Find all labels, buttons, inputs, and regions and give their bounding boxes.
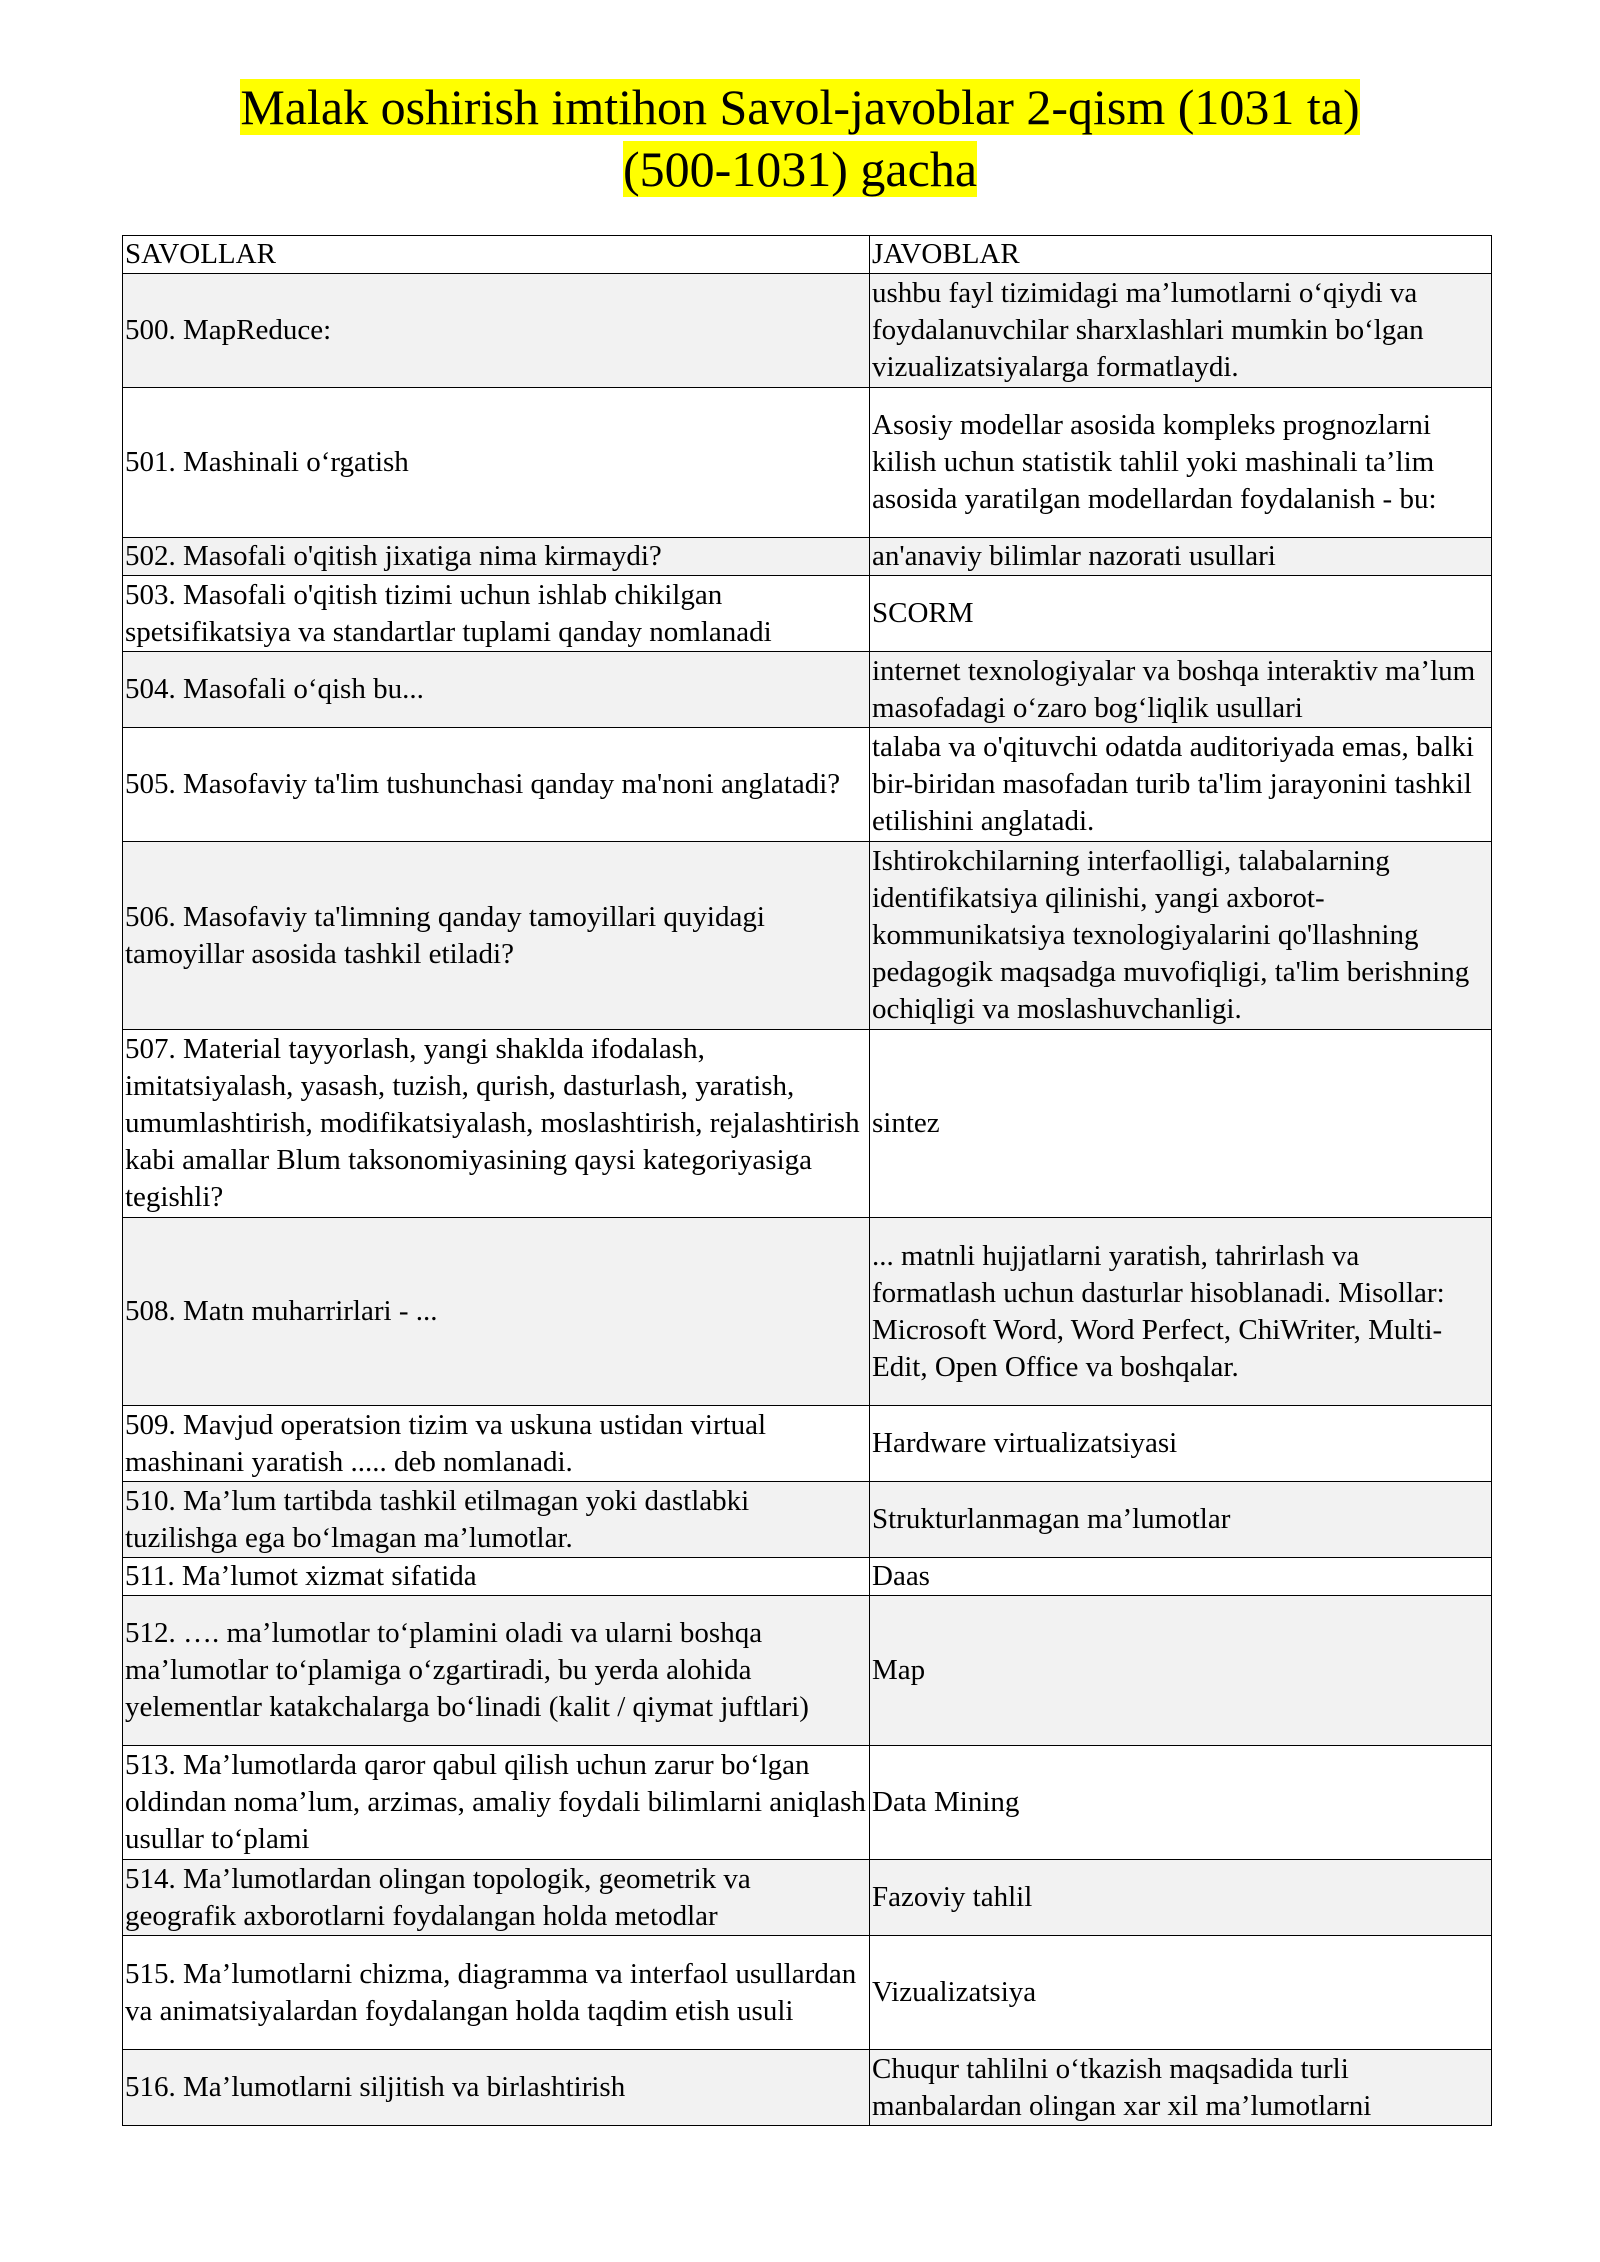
title-line-2: (500-1031) gacha [622, 141, 978, 197]
table-row [123, 388, 1492, 538]
question-cell: 508. Matn muharrirlari - ... [123, 1218, 870, 1406]
answer-cell: talaba va o'qituvchi odatda auditoriyada emas, balki bir-biridan masofadan turib ta'lim jarayonini tashkil etilishini anglatadi. [870, 728, 1492, 842]
question-cell: 513. Ma’lumotlarda qaror qabul qilish uchun zarur bo‘lgan oldindan noma’lum, arzimas, amaliy foydali bilimlarni aniqlash usullar to‘plami [123, 1746, 870, 1860]
answer-cell: Hardware virtualizatsiyasi [870, 1406, 1492, 1482]
table-header-row [123, 236, 1492, 274]
table-row [123, 1596, 1492, 1746]
table-row [123, 1936, 1492, 2050]
table-row [123, 1218, 1492, 1406]
answer-cell: Strukturlanmagan ma’lumotlar [870, 1482, 1492, 1558]
table-row [123, 1860, 1492, 1936]
question-cell: 514. Ma’lumotlardan olingan topologik, geometrik va geografik axborotlarni foydalangan holda metodlar [123, 1860, 870, 1936]
answer-cell: Vizualizatsiya [870, 1936, 1492, 2050]
question-cell: 500. MapReduce: [123, 274, 870, 388]
question-cell: 511. Ma’lumot xizmat sifatida [123, 1558, 870, 1596]
answer-cell: internet texnologiyalar va boshqa interaktiv ma’lum masofadagi o‘zaro bog‘liqlik usullari [870, 652, 1492, 728]
question-cell: 507. Material tayyorlash, yangi shaklda ifodalash, imitatsiyalash, yasash, tuzish, qurish, dasturlash, yaratish, umumlashtirish, modifikatsiyalash, moslashtirish, rejalashtirish kabi amallar Blum taksonomiyasining qaysi kategoriyasiga tegishli? [123, 1030, 870, 1218]
question-cell: 504. Masofali o‘qish bu... [123, 652, 870, 728]
question-cell: 505. Masofaviy ta'lim tushunchasi qanday ma'noni anglatadi? [123, 728, 870, 842]
answer-cell: Ishtirokchilarning interfaolligi, talabalarning identifikatsiya qilinishi, yangi axborot-kommunikatsiya texnologiyalarini qo'llashning pedagogik maqsadga muvofiqligi, ta'lim berishning ochiqligi va moslashuvchanligi. [870, 842, 1492, 1030]
answer-cell: ... matnli hujjatlarni yaratish, tahrirlash va formatlash uchun dasturlar hisoblanadi. Misollar: Microsoft Word, Word Perfect, ChiWriter, Multi-Edit, Open Office va boshqalar. [870, 1218, 1492, 1406]
answer-cell: Data Mining [870, 1746, 1492, 1860]
question-cell: 506. Masofaviy ta'limning qanday tamoyillari quyidagi tamoyillar asosida tashkil etiladi? [123, 842, 870, 1030]
answer-cell: an'anaviy bilimlar nazorati usullari [870, 538, 1492, 576]
table-row [123, 842, 1492, 1030]
header-questions: SAVOLLAR [123, 236, 870, 274]
question-cell: 515. Ma’lumotlarni chizma, diagramma va interfaol usullardan va animatsiyalardan foydalangan holda taqdim etish usuli [123, 1936, 870, 2050]
table-row [123, 576, 1492, 652]
table-row [123, 2050, 1492, 2126]
question-cell: 516. Ma’lumotlarni siljitish va birlashtirish [123, 2050, 870, 2126]
answer-cell: ushbu fayl tizimidagi ma’lumotlarni o‘qiydi va foydalanuvchilar sharxlashlari mumkin bo‘lgan vizualizatsiyalarga formatlaydi. [870, 274, 1492, 388]
table-row [123, 1482, 1492, 1558]
document-title [0, 76, 1600, 200]
table-row [123, 1030, 1492, 1218]
answer-cell: SCORM [870, 576, 1492, 652]
question-cell: 510. Ma’lum tartibda tashkil etilmagan yoki dastlabki tuzilishga ega bo‘lmagan ma’lumotlar. [123, 1482, 870, 1558]
table-row [123, 538, 1492, 576]
question-cell: 503. Masofali o'qitish tizimi uchun ishlab chikilgan spetsifikatsiya va standartlar tuplami qanday nomlanadi [123, 576, 870, 652]
title-line-1: Malak oshirish imtihon Savol-javoblar 2-qism (1031 ta) [240, 79, 1360, 135]
table-row [123, 1406, 1492, 1482]
answer-cell: sintez [870, 1030, 1492, 1218]
question-cell: 502. Masofali o'qitish jixatiga nima kirmaydi? [123, 538, 870, 576]
answer-cell: Asosiy modellar asosida kompleks prognozlarni kilish uchun statistik tahlil yoki mashinali ta’lim asosida yaratilgan modellardan foydalanish - bu: [870, 388, 1492, 538]
table-row [123, 652, 1492, 728]
table-row [123, 728, 1492, 842]
question-cell: 512. …. ma’lumotlar to‘plamini oladi va ularni boshqa ma’lumotlar to‘plamiga o‘zgartiradi, bu yerda alohida yelementlar katakchalarga bo‘linadi (kalit / qiymat juftlari) [123, 1596, 870, 1746]
question-cell: 509. Mavjud operatsion tizim va uskuna ustidan virtual mashinani yaratish ..... deb nomlanadi. [123, 1406, 870, 1482]
answer-cell: Chuqur tahlilni o‘tkazish maqsadida turli manbalardan olingan xar xil ma’lumotlarni [870, 2050, 1492, 2126]
answer-cell: Map [870, 1596, 1492, 1746]
table-row [123, 1746, 1492, 1860]
answer-cell: Daas [870, 1558, 1492, 1596]
table-row [123, 274, 1492, 388]
table-row [123, 1558, 1492, 1596]
header-answers: JAVOBLAR [870, 236, 1492, 274]
question-cell: 501. Mashinali o‘rgatish [123, 388, 870, 538]
answer-cell: Fazoviy tahlil [870, 1860, 1492, 1936]
qa-table [122, 235, 1492, 2126]
